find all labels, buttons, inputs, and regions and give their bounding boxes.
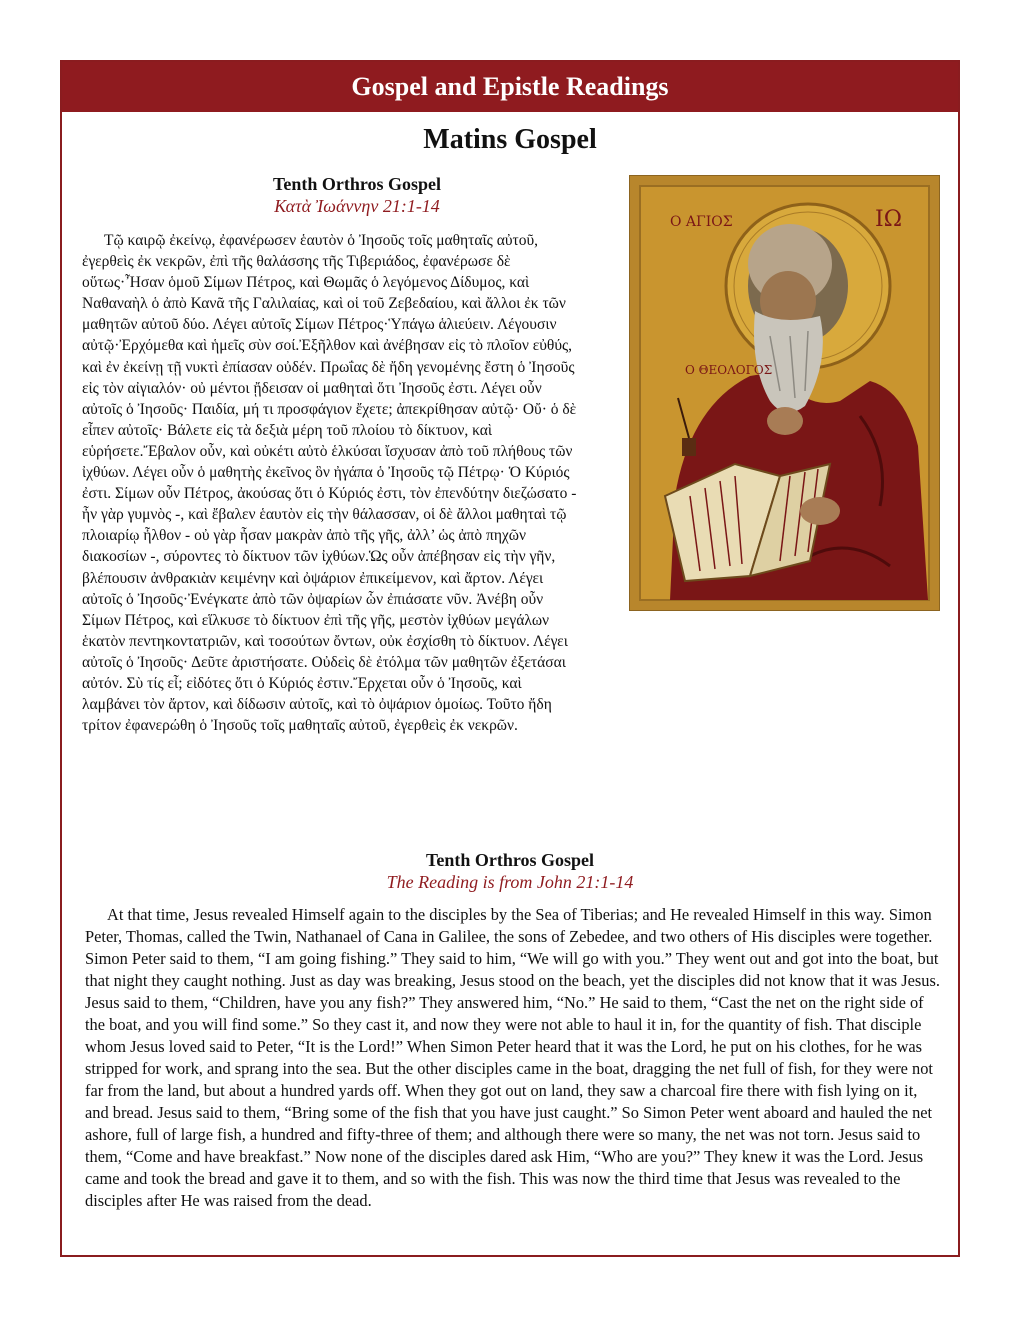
saint-john-icon [630,176,939,610]
greek-reading-header [62,173,652,217]
icon-inscription-left: Ο ΑΓΙΟΣ [670,214,733,230]
page-frame [60,60,960,1257]
english-reading-header [62,849,958,893]
icon-inscription-below: Ο ΘΕΟΛΟΓΟΣ [685,363,773,377]
icon-of-st-john-image [629,175,940,611]
english-reading-title: Tenth Orthros Gospel [425,850,595,870]
greek-reading-citation: Κατὰ Ἰωάννην 21:1-14 [274,196,440,216]
english-reading-citation: The Reading is from John 21:1-14 [386,872,634,892]
icon-inscription-right: ΙΩ [875,207,902,232]
greek-reading-title: Tenth Orthros Gospel [272,174,442,194]
greek-gospel-text: Τῷ καιρῷ ἐκείνῳ, ἐφανέρωσεν ἑαυτὸν ὁ Ἰησοῦς τοῖς μαθηταῖς αὐτοῦ, ἐγερθεὶς ἐκ νεκρῶν, ἐπὶ τῆς θαλάσσης τῆς Τιβεριάδος, ἐφανέρωσε δὲ οὕτως·Ἦσαν ὁμοῦ Σίμων Πέτρος, καὶ Θωμᾶς ὁ λεγόμενος Δίδυμος, καὶ Ναθαναὴλ ὁ ἀπὸ Κανᾶ τῆς Γαλιλαίας, καὶ οἱ τοῦ Ζεβεδαίου, καὶ ἄλλοι ἐκ τῶν μαθητῶν αὐτοῦ δύο. Λέγει αὐτοῖς Σίμων Πέτρος·Ὑπάγω ἁλιεύειν. Λέγουσιν αὐτῷ·Ἐρχόμεθα καὶ ἡμεῖς σὺν σοί.Ἐξῆλθον καὶ ἀνέβησαν εἰς τὸ πλοῖον εὐθύς, καὶ ἐν ἐκείνῃ τῇ νυκτὶ ἐπίασαν οὐδέν. Πρωΐας δὲ ἤδη γενομένης ἔστη ὁ Ἰησοῦς εἰς τὸν αἰγιαλόν· οὐ μέντοι ᾔδεισαν οἱ μαθηταὶ ὅτι Ἰησοῦς ἐστι. Λέγει οὖν αὐτοῖς ὁ Ἰησοῦς· Παιδία, μή τι προσφάγιον ἔχετε; ἀπεκρίθησαν αὐτῷ· Οὔ· ὁ δὲ εἶπεν αὐτοῖς· Βάλετε εἰς τὰ δεξιὰ μέρη τοῦ πλοίου τὸ δίκτυον, καὶ εὑρήσετε.Ἔβαλον οὖν, καὶ οὐκέτι αὐτὸ ἑλκύσαι ἴσχυσαν ἀπὸ τοῦ πλήθους τῶν ἰχθύων. Λέγει οὖν ὁ μαθητὴς ἐκεῖνος ὃν ἠγάπα ὁ Ἰησοῦς τῷ Πέτρῳ· Ὁ Κύριός ἐστι. Σίμων οὖν Πέτρος, ἀκούσας ὅτι ὁ Κύριός ἐστι, τὸν ἐπενδύτην διεζώσατο - ἦν γὰρ γυμνὸς -, καὶ ἔβαλεν ἑαυτὸν εἰς τὴν θάλασσαν, οἱ δὲ ἄλλοι μαθηταὶ τῷ πλοιαρίῳ ἦλθον - οὐ γὰρ ἦσαν μακρὰν ἀπὸ τῆς γῆς, ἀλλ’ ὡς ἀπὸ πηχῶν διακοσίων -, σύροντες τὸ δίκτυον τῶν ἰχθύων.Ὡς οὖν ἀπέβησαν εἰς τὴν γῆν, βλέπουσιν ἀνθρακιὰν κειμένην καὶ ὀψάριον ἐπικείμενον, καὶ ἄρτον. Λέγει αὐτοῖς ὁ Ἰησοῦς·Ἐνέγκατε ἀπὸ τῶν ὀψαρίων ὧν ἐπιάσατε νῦν. Ἀνέβη οὖν Σίμων Πέτρος, καὶ εἵλκυσε τὸ δίκτυον ἐπὶ τῆς γῆς, μεστὸν ἰχθύων μεγάλων ἑκατὸν πεντηκοντατριῶν, καὶ τοσούτων ὄντων, οὐκ ἐσχίσθη τὸ δίκτυον. Λέγει αὐτοῖς ὁ Ἰησοῦς· Δεῦτε ἀριστήσατε. Οὐδεὶς δὲ ἐτόλμα τῶν μαθητῶν ἐξετάσαι αὐτόν. Σὺ τίς εἶ; εἰδότες ὅτι ὁ Κύριός ἐστιν.Ἔρχεται οὖν ὁ Ἰησοῦς, καὶ λαμβάνει τὸν ἄρτον, καὶ δίδωσιν αὐτοῖς, καὶ τὸ ὀψάριον ὁμοίως. Τοῦτο ἤδη τρίτον ἐφανερώθη ὁ Ἰησοῦς τοῖς μαθηταῖς αὐτοῦ, ἐγερθεὶς ἐκ νεκρῶν. [82,232,577,735]
page-banner: Gospel and Epistle Readings [62,62,958,112]
english-gospel-text: At that time, Jesus revealed Himself again to the disciples by the Sea of Tiberias; and He revealed Himself in this way. Simon Peter, Thomas, called the Twin, Nathanael of Cana in Galilee, the sons of Zebedee, and two others of His disciples were together. Simon Peter said to them, “I am going fishing.” They said to him, “We will go with you.” They went out and got into the boat, but that night they caught nothing. Just as day was breaking, Jesus stood on the beach, yet the disciples did not know that it was Jesus. Jesus said to them, “Children, have you any fish?” They answered him, “No.” He said to them, “Cast the net on the right side of the boat, and you will find some.” So they cast it, and now they were not able to haul it in, for the quantity of fish. That disciple whom Jesus loved said to Peter, “It is the Lord!” When Simon Peter heard that it was the Lord, he put on his clothes, for he was stripped for work, and sprang into the sea. But the other disciples came in the boat, dragging the net full of fish, for they were not far from the land, but about a hundred yards off. When they got out on land, they saw a charcoal fire there with fish lying on it, and bread. Jesus said to them, “Bring some of the fish that you have just caught.” So Simon Peter went aboard and hauled the net ashore, full of large fish, a hundred and fifty-three of them; and although there were so many, the net was not torn. Jesus said to them, “Come and have breakfast.” Now none of the disciples dared ask Him, “Who are you?” They knew it was the Lord. Jesus came and took the bread and gave it to them, and so with the fish. This was now the third time that Jesus was revealed to the disciples after He was raised from the dead. [85,905,940,1210]
section-title: Matins Gospel [423,124,597,155]
